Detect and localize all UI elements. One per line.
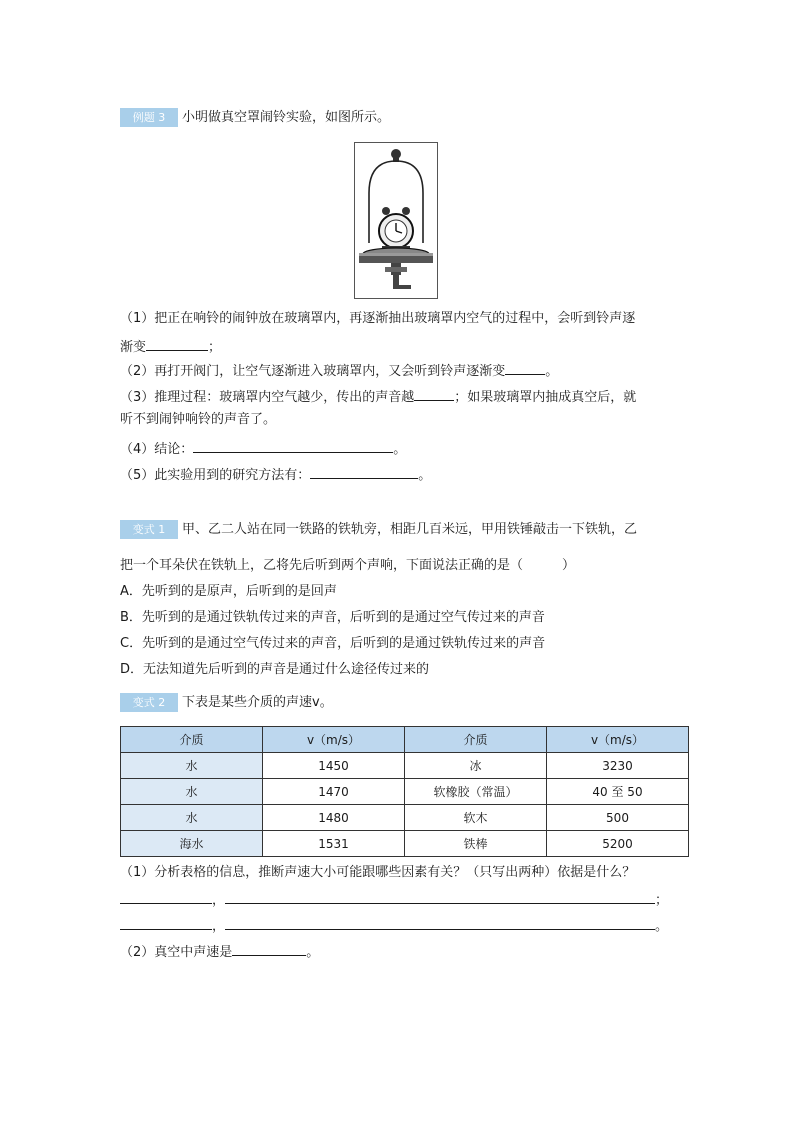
table-cell: 1531 xyxy=(263,831,405,857)
answer-blank-q3[interactable] xyxy=(414,386,454,401)
answer-blank-q2[interactable] xyxy=(505,360,545,375)
answer-blank-reason-2[interactable] xyxy=(225,915,655,930)
table-row xyxy=(121,753,689,779)
bell-jar-icon xyxy=(355,143,437,298)
variant-1-option-c[interactable]: C．先听到的是通过空气传过来的声音，后听到的是通过铁轨传过来的声音 xyxy=(120,636,546,651)
table-cell: 40 至 50 xyxy=(547,779,689,805)
table-header-cell: 介质 xyxy=(405,727,547,753)
table-row xyxy=(121,831,689,857)
variant-2-answer-line1: ， ； xyxy=(120,889,668,910)
table-header-cell: v（m/s） xyxy=(547,727,689,753)
table-header-row xyxy=(121,727,689,753)
table-cell: 铁棒 xyxy=(405,831,547,857)
example-3-q5: （5）此实验用到的研究方法有： 。 xyxy=(120,464,431,485)
variant-1-stem-line1: 甲、乙二人站在同一铁路的铁轨旁，相距几百米远，甲用铁锤敲击一下铁轨，乙 xyxy=(182,522,638,537)
table-cell: 软木 xyxy=(405,805,547,831)
table-cell: 冰 xyxy=(405,753,547,779)
table-cell: 500 xyxy=(547,805,689,831)
table-row xyxy=(121,779,689,805)
example-3-q3-line2: 听不到闹钟响铃的声音了。 xyxy=(120,412,277,427)
example-3-q4: （4）结论： 。 xyxy=(120,438,406,459)
variant-2-tag: 变式 2 xyxy=(120,693,178,712)
table-cell: 水 xyxy=(121,779,263,805)
example-3-tag: 例题 3 xyxy=(120,108,178,127)
table-cell: 5200 xyxy=(547,831,689,857)
bell-jar-figure xyxy=(354,142,438,299)
answer-blank-factor-1[interactable] xyxy=(120,889,212,904)
answer-blank-reason-1[interactable] xyxy=(225,889,655,904)
answer-blank-q5[interactable] xyxy=(310,464,418,479)
variant-2-q2: （2）真空中声速是 。 xyxy=(120,941,319,962)
example-3-q3-line1: （3）推理过程：玻璃罩内空气越少，传出的声音越 ；如果玻璃罩内抽成真空后，就 xyxy=(120,386,636,407)
table-cell: 1480 xyxy=(263,805,405,831)
variant-1-option-a[interactable]: A．先听到的是原声，后听到的是回声 xyxy=(120,584,337,599)
sound-speed-table xyxy=(120,726,689,857)
table-cell: 1470 xyxy=(263,779,405,805)
variant-1-tag: 变式 1 xyxy=(120,520,178,539)
table-header-cell: v（m/s） xyxy=(263,727,405,753)
answer-blank-vacuum-speed[interactable] xyxy=(232,941,306,956)
example-3-stem: 小明做真空罩闹铃实验，如图所示。 xyxy=(182,110,391,125)
variant-2-stem: 下表是某些介质的声速v。 xyxy=(182,695,333,710)
table-header-cell: 介质 xyxy=(121,727,263,753)
variant-2-q1: （1）分析表格的信息，推断声速大小可能跟哪些因素有关？（只写出两种）依据是什么？ xyxy=(120,865,636,880)
variant-1-option-b[interactable]: B．先听到的是通过铁轨传过来的声音，后听到的是通过空气传过来的声音 xyxy=(120,610,545,625)
answer-blank-q4[interactable] xyxy=(193,438,393,453)
answer-blank-q1[interactable] xyxy=(146,336,208,351)
table-cell: 水 xyxy=(121,753,263,779)
variant-1-stem-line2: 把一个耳朵伏在铁轨上，乙将先后听到两个声响，下面说法正确的是（ ） xyxy=(120,558,576,573)
table-cell: 1450 xyxy=(263,753,405,779)
variant-1-option-d[interactable]: D．无法知道先后听到的声音是通过什么途径传过来的 xyxy=(120,662,430,677)
example-3-q1-line2: 渐变 ； xyxy=(120,336,221,357)
table-cell: 软橡胶（常温） xyxy=(405,779,547,805)
table-cell: 水 xyxy=(121,805,263,831)
variant-2-answer-line2: ， 。 xyxy=(120,915,668,936)
example-3-q1-line1: （1）把正在响铃的闹钟放在玻璃罩内，再逐渐抽出玻璃罩内空气的过程中，会听到铃声逐 xyxy=(120,311,636,326)
table-cell: 3230 xyxy=(547,753,689,779)
table-cell: 海水 xyxy=(121,831,263,857)
table-row xyxy=(121,805,689,831)
example-3-q2: （2）再打开阀门，让空气逐渐进入玻璃罩内，又会听到铃声逐渐变 。 xyxy=(120,360,558,381)
answer-blank-factor-2[interactable] xyxy=(120,915,212,930)
